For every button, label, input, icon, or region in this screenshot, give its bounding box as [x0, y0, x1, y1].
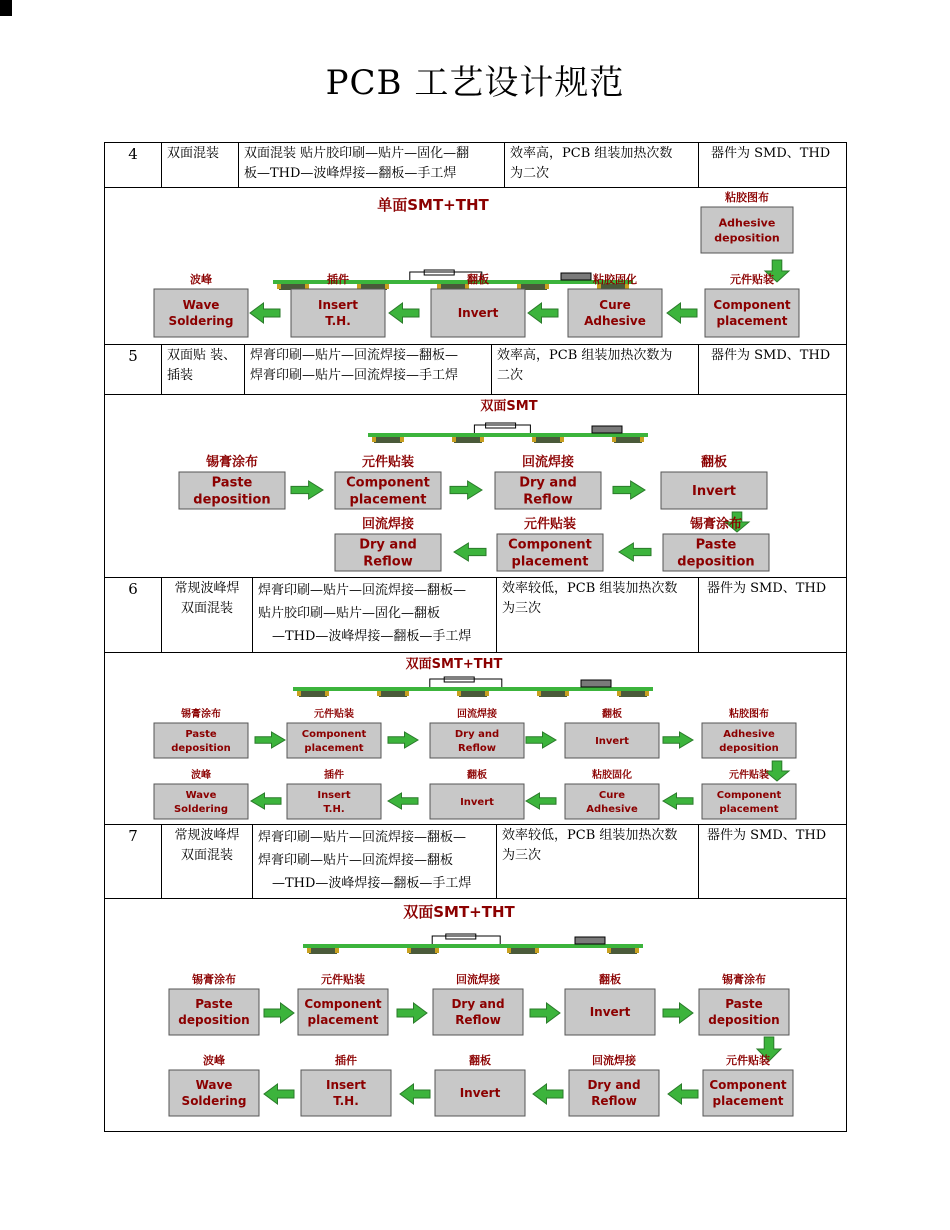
process-step — [179, 454, 285, 509]
step-box — [301, 1070, 391, 1116]
step-label: 锡膏涂布 — [205, 455, 259, 470]
step-text: placement — [712, 1094, 784, 1109]
arrow-left-icon — [528, 303, 558, 323]
process-step — [154, 272, 248, 337]
table-row — [105, 345, 846, 395]
process-note: 器件为 SMD、THD — [707, 828, 827, 843]
step-text: Reflow — [523, 492, 573, 508]
step-text: Soldering — [181, 1094, 247, 1109]
step-label: 元件贴装 — [321, 973, 365, 986]
step-text: Invert — [691, 484, 737, 500]
step-text: deposition — [708, 1013, 780, 1028]
process-pros: 效率较低，PCB 组装加热次数 为三次 — [497, 578, 699, 652]
process-step — [430, 707, 524, 758]
process-step — [301, 1053, 391, 1116]
step-text: Reflow — [457, 743, 497, 754]
step-box — [154, 289, 248, 337]
step-label: 锡膏涂布 — [192, 973, 236, 986]
step-text: deposition — [178, 1013, 250, 1028]
process-step — [661, 454, 767, 509]
step-text: deposition — [171, 743, 231, 754]
step-label: 波峰 — [191, 770, 211, 781]
process-step — [335, 454, 441, 509]
step-box — [169, 989, 259, 1035]
step-text: Component — [713, 298, 791, 313]
step-label: 回流焊接 — [456, 973, 500, 986]
process-step — [169, 1053, 259, 1116]
step-text: Paste — [725, 997, 763, 1012]
step-label: 回流焊接 — [457, 709, 497, 720]
step-text: Reflow — [591, 1094, 637, 1109]
process-step — [702, 707, 796, 758]
step-text: Invert — [460, 797, 494, 808]
process-step — [705, 272, 799, 337]
step-label: 插件 — [335, 1054, 357, 1067]
step-text: Paste — [185, 729, 217, 740]
step-text: Reflow — [363, 554, 413, 570]
step-label: 锡膏涂布 — [722, 973, 766, 986]
process-name: 双面混装 — [162, 143, 239, 187]
step-text: Invert — [595, 736, 629, 747]
diagram-title: 双面SMT+THT — [403, 903, 515, 921]
step-text: Paste — [695, 537, 737, 553]
process-table — [104, 142, 847, 1132]
arrow-left-icon — [526, 793, 556, 809]
row-number: 6 — [105, 578, 162, 652]
process-name: 双面贴 装、插装 — [162, 345, 245, 394]
arrow-left-icon — [454, 543, 486, 561]
step-text: Paste — [195, 997, 233, 1012]
arrow-right-icon — [388, 732, 418, 748]
step-box — [703, 1070, 793, 1116]
page-title: PCB 工艺设计规范 — [325, 63, 625, 103]
process-note: 器件为 SMD、THD — [711, 146, 831, 161]
pcb-board-icon — [303, 934, 643, 954]
process-pros: 效率较低，PCB 组装加热次数 为三次 — [497, 825, 699, 898]
step-label: 翻板 — [602, 709, 622, 720]
step-box — [568, 289, 662, 337]
row-number: 4 — [105, 143, 162, 187]
step-box — [701, 207, 793, 253]
arrow-right-icon — [526, 732, 556, 748]
step-text: deposition — [714, 231, 780, 245]
row-number: 7 — [105, 825, 162, 898]
step-text: Cure — [598, 790, 626, 801]
step-box — [169, 1070, 259, 1116]
table-row — [105, 143, 846, 188]
step-box — [291, 289, 385, 337]
step-text: deposition — [677, 554, 755, 570]
process-note: 器件为 SMD、THD — [707, 581, 827, 596]
process-step — [703, 1053, 793, 1116]
step-text: Invert — [589, 1005, 631, 1020]
process-step — [154, 707, 248, 758]
step-text: Insert — [317, 790, 351, 801]
step-label: 元件贴装 — [730, 273, 774, 286]
step-text: Dry and — [451, 997, 505, 1012]
step-text: Dry and — [519, 475, 577, 491]
step-text: T.H. — [325, 314, 351, 329]
step-text: Invert — [459, 1086, 501, 1101]
process-step — [430, 768, 524, 819]
step-label: 插件 — [324, 770, 344, 781]
process-flow: 焊膏印刷—贴片—回流焊接—翻板— 焊膏印刷—贴片—回流焊接—翻板 —THD—波峰焊接—翻板—手工焊 — [253, 825, 497, 898]
step-text: T.H. — [333, 1094, 359, 1109]
arrow-right-icon — [264, 1003, 294, 1023]
step-label: 插件 — [327, 273, 349, 286]
diagram-1 — [105, 188, 846, 345]
process-step — [298, 972, 388, 1035]
process-step — [433, 972, 523, 1035]
step-label: 翻板 — [700, 455, 728, 470]
step-label: 粘胶图布 — [725, 191, 769, 204]
step-text: Wave — [185, 790, 217, 801]
step-text: Insert — [326, 1078, 366, 1093]
step-label: 翻板 — [469, 1054, 491, 1067]
step-text: T.H. — [323, 804, 345, 815]
process-name: 常规波峰焊 双面混装 — [162, 825, 253, 898]
step-text: placement — [716, 314, 788, 329]
process-flow: 双面混装 贴片胶印刷—贴片—固化—翻 板—THD—波峰焊接—翻板—手工焊 — [239, 143, 505, 187]
step-label: 元件贴装 — [361, 455, 415, 470]
process-step — [435, 1053, 525, 1116]
process-step — [169, 972, 259, 1035]
arrow-right-icon — [530, 1003, 560, 1023]
process-step — [495, 454, 601, 509]
diagram-2 — [105, 395, 846, 578]
arrow-left-icon — [389, 303, 419, 323]
step-box — [433, 989, 523, 1035]
diagram-4 — [105, 899, 846, 1131]
step-text: placement — [349, 492, 427, 508]
step-text: placement — [511, 554, 589, 570]
process-flow: 焊膏印刷—贴片—回流焊接—翻板— 焊膏印刷—贴片—回流焊接—手工焊 — [245, 345, 492, 394]
step-text: Adhesive — [718, 216, 776, 230]
step-text: Component — [508, 537, 592, 553]
step-text: Wave — [195, 1078, 233, 1093]
arrow-right-icon — [255, 732, 285, 748]
arrow-right-icon — [613, 481, 645, 499]
process-step — [663, 516, 769, 571]
step-label: 锡膏涂布 — [689, 517, 743, 532]
arrow-right-icon — [291, 481, 323, 499]
process-step — [154, 768, 248, 819]
corner-mark — [0, 0, 12, 16]
step-text: Paste — [211, 475, 253, 491]
flow-diagram-svg — [105, 395, 846, 578]
step-text: Adhesive — [586, 804, 638, 815]
arrow-right-icon — [397, 1003, 427, 1023]
step-text: Adhesive — [584, 314, 646, 329]
pcb-board-icon — [368, 423, 648, 443]
arrow-left-icon — [264, 1084, 294, 1104]
process-step — [497, 516, 603, 571]
arrow-left-icon — [251, 793, 281, 809]
diagram-title: 双面SMT+THT — [405, 657, 503, 672]
step-box — [705, 289, 799, 337]
process-step — [699, 972, 789, 1035]
process-step — [287, 768, 381, 819]
flow-diagram-svg — [105, 899, 846, 1131]
arrow-left-icon — [400, 1084, 430, 1104]
arrow-right-icon — [663, 732, 693, 748]
step-label: 元件贴装 — [729, 770, 769, 781]
step-label: 元件贴装 — [726, 1054, 770, 1067]
step-text: Dry and — [587, 1078, 641, 1093]
process-step — [335, 516, 441, 571]
process-flow: 焊膏印刷—贴片—回流焊接—翻板— 贴片胶印刷—贴片—固化—翻板 —THD—波峰焊接—翻板—手工焊 — [253, 578, 497, 652]
arrow-left-icon — [250, 303, 280, 323]
arrow-left-icon — [668, 1084, 698, 1104]
process-step — [565, 707, 659, 758]
diagram-title: 双面SMT — [480, 399, 538, 414]
process-step — [569, 1053, 659, 1116]
pcb-board-icon — [293, 677, 653, 697]
step-text: Reflow — [455, 1013, 501, 1028]
step-label: 波峰 — [203, 1054, 225, 1067]
process-step — [287, 707, 381, 758]
arrow-right-icon — [663, 1003, 693, 1023]
step-text: Component — [304, 997, 382, 1012]
process-pros: 效率高，PCB 组装加热次数为 二次 — [492, 345, 699, 394]
arrow-left-icon — [619, 543, 651, 561]
step-label: 锡膏涂布 — [181, 709, 221, 720]
step-text: Soldering — [168, 314, 234, 329]
diagram-title: 单面SMT+THT — [377, 196, 489, 214]
process-name: 常规波峰焊 双面混装 — [162, 578, 253, 652]
process-note: 器件为 SMD、THD — [711, 348, 831, 363]
step-text: Dry and — [454, 729, 500, 740]
step-label: 元件贴装 — [523, 517, 577, 532]
step-text: Dry and — [359, 537, 417, 553]
step-label: 回流焊接 — [521, 455, 575, 470]
flow-diagram-svg — [105, 653, 846, 825]
step-text: Cure — [599, 298, 631, 313]
step-label: 回流焊接 — [361, 517, 415, 532]
step-text: placement — [307, 1013, 379, 1028]
step-box — [699, 989, 789, 1035]
arrow-left-icon — [533, 1084, 563, 1104]
row-number: 5 — [105, 345, 162, 394]
step-text: deposition — [193, 492, 271, 508]
step-text: Soldering — [173, 804, 229, 815]
flow-diagram-svg — [105, 188, 846, 345]
diagram-3 — [105, 653, 846, 825]
step-text: Adhesive — [723, 729, 775, 740]
step-box — [298, 989, 388, 1035]
arrow-left-icon — [388, 793, 418, 809]
table-row — [105, 578, 846, 653]
step-text: Component — [709, 1078, 787, 1093]
step-label: 回流焊接 — [592, 1054, 636, 1067]
step-label: 波峰 — [190, 273, 212, 286]
step-label: 元件贴装 — [314, 709, 354, 720]
step-label: 粘胶固化 — [592, 770, 632, 781]
step-text: Insert — [318, 298, 358, 313]
step-label: 翻板 — [467, 770, 487, 781]
step-label: 翻板 — [599, 973, 621, 986]
step-text: deposition — [719, 743, 779, 754]
step-text: Component — [716, 790, 782, 801]
step-text: placement — [304, 743, 364, 754]
step-text: Component — [346, 475, 430, 491]
step-text: Component — [301, 729, 367, 740]
process-step — [565, 972, 655, 1035]
table-row — [105, 825, 846, 899]
step-box — [569, 1070, 659, 1116]
step-text: placement — [719, 804, 779, 815]
process-pros: 效率高，PCB 组装加热次数 为二次 — [505, 143, 699, 187]
arrow-right-icon — [450, 481, 482, 499]
arrow-left-icon — [667, 303, 697, 323]
step-text: Invert — [457, 306, 499, 321]
step-label: 粘胶固化 — [593, 273, 637, 286]
step-label: 粘胶图布 — [729, 709, 769, 720]
step-label: 翻板 — [467, 273, 489, 286]
process-step — [565, 768, 659, 819]
step-text: Wave — [182, 298, 220, 313]
process-step — [701, 190, 793, 253]
arrow-left-icon — [663, 793, 693, 809]
